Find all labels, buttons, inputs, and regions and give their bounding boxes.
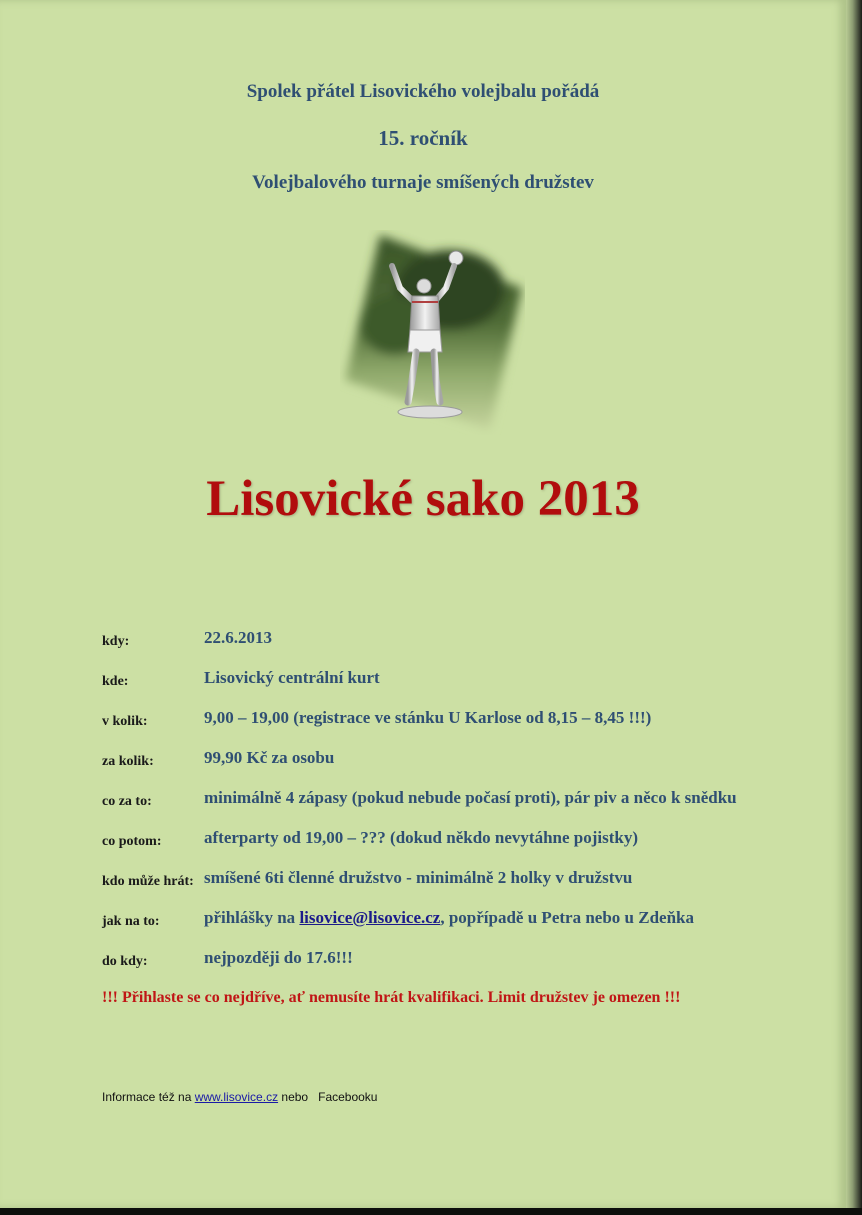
detail-row-time [0,708,846,736]
detail-label: co potom: [102,834,162,849]
detail-label: kde: [102,674,129,689]
detail-label: co za to: [102,794,152,809]
detail-value: 9,00 – 19,00 (registrace ve stánku U Karlose od 8,15 – 8,45 !!!) [204,708,652,727]
footer-suffix: nebo Facebooku [278,1090,378,1104]
detail-label: jak na to: [102,914,160,929]
detail-row-price [0,748,846,776]
detail-label: kdo může hrát: [102,874,194,889]
footer-info [102,1090,377,1104]
edition-heading: 15. ročník [378,126,468,150]
detail-label: za kolik: [102,754,154,769]
detail-row-deadline [0,948,846,976]
volleyball-trophy-photo [340,230,525,435]
detail-row-includes [0,788,846,816]
detail-value: 22.6.2013 [204,628,272,647]
registration-prefix: přihlášky na [204,908,300,927]
detail-value: nejpozději do 17.6!!! [204,948,353,967]
page-bottom-border [0,1208,862,1215]
detail-value: afterparty od 19,00 – ??? (dokud někdo nevytáhne pojistky) [204,828,639,847]
organizer-heading: Spolek přátel Lisovického volejbalu pořádá [246,81,600,102]
detail-row-afterwards [0,828,846,856]
detail-label: v kolik: [102,714,148,729]
detail-row-when [0,628,846,656]
detail-label: do kdy: [102,954,148,969]
registration-suffix: , popřípadě u Petra nebo u Zdeňka [440,908,694,927]
detail-value: smíšené 6ti členné družstvo - minimálně 2 holky v družstvu [204,868,633,887]
detail-value: minimálně 4 zápasy (pokud nebude počasí proti), pár piv a něco k snědku [204,788,737,807]
email-link[interactable]: lisovice@lisovice.cz [299,908,441,927]
detail-value: 99,90 Kč za osobu [204,748,335,767]
tournament-subtitle: Volejbalového turnaje smíšených družstev [252,172,594,193]
detail-row-how-to-register [0,908,846,936]
detail-row-who-can-play [0,868,846,896]
detail-value: Lisovický centrální kurt [204,668,380,687]
website-link[interactable]: www.lisovice.cz [194,1090,279,1104]
warning-notice: !!! Přihlaste se co nejdříve, ať nemusíte hrát kvalifikaci. Limit družstev je omezen !!! [102,989,681,1006]
detail-value [204,908,694,928]
page-edge-shadow [846,0,862,1215]
detail-label: kdy: [102,634,130,649]
event-title: Lisovické sako 2013 [206,471,640,527]
footer-prefix: Informace též na [102,1090,195,1104]
detail-row-where [0,668,846,696]
volleyball-trophy-figure-icon [340,230,525,435]
